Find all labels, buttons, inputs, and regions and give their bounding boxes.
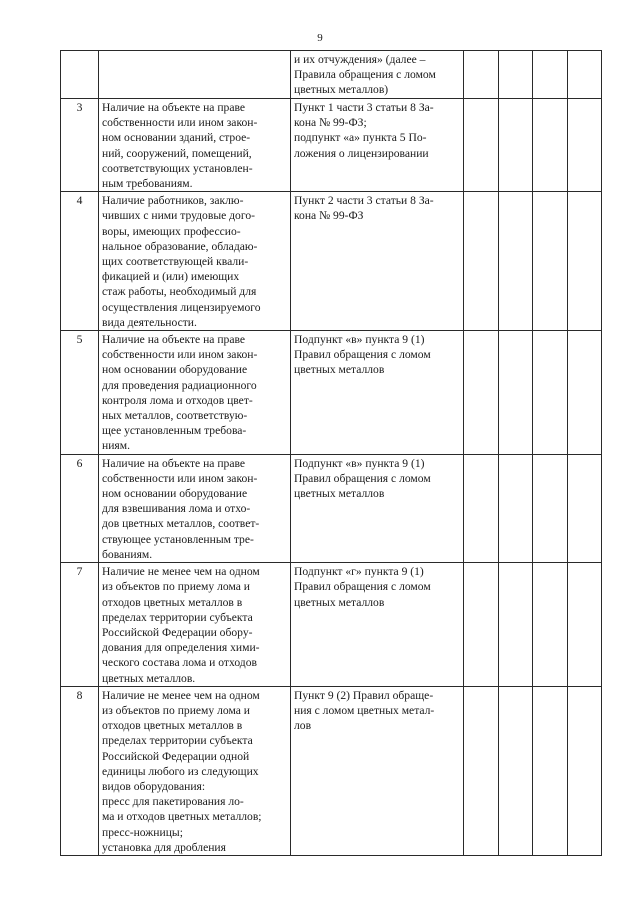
legal-basis-cell: Подпункт «г» пункта 9 (1) Правил обращения с ломом цветных металлов (291, 563, 464, 687)
legal-basis-cell: и их отчуждения» (далее – Правила обращения с ломом цветных металлов) (291, 51, 464, 99)
table-row (61, 454, 602, 562)
requirement-cell: Наличие не менее чем на одном из объектов по приему лома и отходов цветных металлов в пределах территории субъекта Российской Федерации одной единицы любого из следующих видов оборудования: пресс для пакетирования ло- ма и отходов цветных металлов; пресс-ножницы; установка для дробления (99, 686, 291, 855)
row-number (61, 51, 99, 99)
empty-cell (498, 331, 533, 455)
empty-cell (567, 454, 602, 562)
empty-cell (498, 686, 533, 855)
row-number: 6 (61, 454, 99, 562)
empty-cell (464, 99, 499, 192)
empty-cell (464, 686, 499, 855)
empty-cell (498, 51, 533, 99)
table-row (61, 51, 602, 99)
requirement-cell (99, 51, 291, 99)
empty-cell (567, 331, 602, 455)
table-row (61, 192, 602, 331)
row-number: 8 (61, 686, 99, 855)
table-row (61, 331, 602, 455)
table-row (61, 99, 602, 192)
row-number: 3 (61, 99, 99, 192)
empty-cell (567, 563, 602, 687)
row-number: 5 (61, 331, 99, 455)
empty-cell (498, 454, 533, 562)
row-number: 7 (61, 563, 99, 687)
empty-cell (533, 331, 568, 455)
page-number: 9 (317, 32, 323, 44)
legal-basis-cell: Пункт 2 части 3 статьи 8 За- кона № 99-ФЗ (291, 192, 464, 331)
empty-cell (533, 686, 568, 855)
empty-cell (533, 563, 568, 687)
table-row (61, 563, 602, 687)
table-row (61, 686, 602, 855)
empty-cell (533, 192, 568, 331)
empty-cell (498, 99, 533, 192)
legal-basis-cell: Подпункт «в» пункта 9 (1) Правил обращения с ломом цветных металлов (291, 454, 464, 562)
empty-cell (464, 563, 499, 687)
empty-cell (567, 686, 602, 855)
empty-cell (533, 454, 568, 562)
legal-basis-cell: Пункт 1 части 3 статьи 8 За- кона № 99-ФЗ; подпункт «а» пункта 5 По- ложения о лицензировании (291, 99, 464, 192)
requirement-cell: Наличие на объекте на праве собственности или ином закон- ном основании зданий, строе- ний, сооружений, помещений, соответствующих установлен- ным требованиям. (99, 99, 291, 192)
empty-cell (567, 99, 602, 192)
empty-cell (498, 192, 533, 331)
empty-cell (533, 99, 568, 192)
legal-basis-cell: Пункт 9 (2) Правил обраще- ния с ломом цветных метал- лов (291, 686, 464, 855)
legal-basis-cell: Подпункт «в» пункта 9 (1) Правил обращения с ломом цветных металлов (291, 331, 464, 455)
empty-cell (464, 192, 499, 331)
requirement-cell: Наличие не менее чем на одном из объектов по приему лома и отходов цветных металлов в пределах территории субъекта Российской Федерации обору- дования для определения хими- ческого состава лома и отходов цветных металлов. (99, 563, 291, 687)
empty-cell (533, 51, 568, 99)
empty-cell (567, 51, 602, 99)
empty-cell (464, 454, 499, 562)
requirement-cell: Наличие на объекте на праве собственности или ином закон- ном основании оборудование для взвешивания лома и отхо- дов цветных металлов, соответ- ствующее установленным тре- бованиям. (99, 454, 291, 562)
empty-cell (464, 51, 499, 99)
requirement-cell: Наличие на объекте на праве собственности или ином закон- ном основании оборудование для проведения радиационного контроля лома и отходов цвет- ных металлов, соответствую- щее установленным требова- ниям. (99, 331, 291, 455)
row-number: 4 (61, 192, 99, 331)
empty-cell (464, 331, 499, 455)
empty-cell (567, 192, 602, 331)
empty-cell (498, 563, 533, 687)
requirements-table (60, 50, 602, 856)
requirement-cell: Наличие работников, заклю- чивших с ними трудовые дого- воры, имеющих профессио- нальное образование, обладаю- щих соответствующей квали- фикацией и (или) имеющих стаж работы, необходимый для осуществления лицензируемого вида деятельности. (99, 192, 291, 331)
